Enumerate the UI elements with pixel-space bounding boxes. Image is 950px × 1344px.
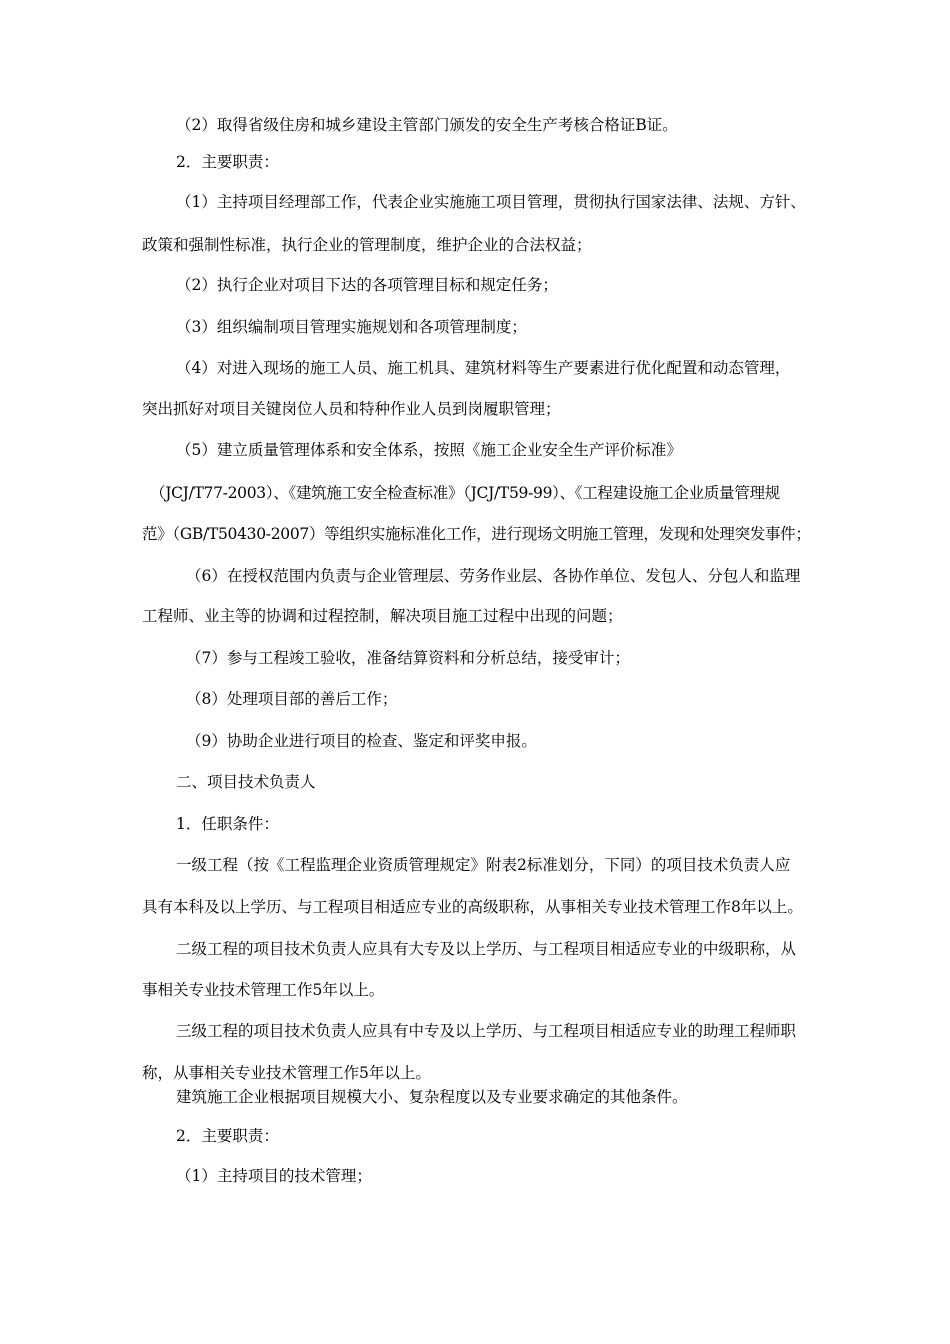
text-line: 称，从事相关专业技术管理工作5年以上。 bbox=[142, 1064, 431, 1082]
text-line: 范》（GB/T50430-2007）等组织实施标准化工作，进行现场文明施工管理，发现和处理突发事件； bbox=[142, 525, 811, 543]
text-line: 政策和强制性标准，执行企业的管理制度，维护企业的合法权益； bbox=[142, 236, 592, 254]
text-line: （2）取得省级住房和城乡建设主管部门颁发的安全生产考核合格证B证。 bbox=[176, 116, 678, 134]
text-line: （8）处理项目部的善后工作； bbox=[186, 690, 398, 708]
text-line: 建筑施工企业根据项目规模大小、复杂程度以及专业要求确定的其他条件。 bbox=[176, 1088, 688, 1106]
text-line: 事相关专业技术管理工作5年以上。 bbox=[142, 981, 385, 999]
text-line: 具有本科及以上学历、与工程项目相适应专业的高级职称，从事相关专业技术管理工作8年以上。 bbox=[142, 898, 803, 916]
text-line: （5）建立质量管理体系和安全体系，按照《施工企业安全生产评价标准》 bbox=[176, 441, 682, 459]
text-line: 工程师、业主等的协调和过程控制，解决项目施工过程中出现的问题； bbox=[142, 607, 623, 625]
text-line: （2）执行企业对项目下达的各项管理目标和规定任务； bbox=[176, 276, 558, 294]
text-line: （JCJ/T77-2003）、《建筑施工安全检查标准》（JCJ/T59-99）、《工程建设施工企业质量管理规 bbox=[150, 484, 780, 502]
text-line: 2．主要职责： bbox=[176, 1127, 279, 1145]
text-line: （3）组织编制项目管理实施规划和各项管理制度； bbox=[176, 318, 527, 336]
text-line: 一级工程（按《工程监理企业资质管理规定》附表2标准划分，下同）的项目技术负责人应 bbox=[176, 856, 791, 874]
text-line: 二级工程的项目技术负责人应具有大专及以上学历、与工程项目相适应专业的中级职称，从 bbox=[176, 940, 797, 958]
text-line: 三级工程的项目技术负责人应具有中专及以上学历、与工程项目相适应专业的助理工程师职 bbox=[176, 1022, 797, 1040]
text-line: （4）对进入现场的施工人员、施工机具、建筑材料等生产要素进行优化配置和动态管理， bbox=[176, 359, 791, 377]
text-line: （1）主持项目经理部工作，代表企业实施施工项目管理，贯彻执行国家法律、法规、方针、 bbox=[176, 193, 806, 211]
text-line: （7）参与工程竣工验收，准备结算资料和分析总结，接受审计； bbox=[186, 649, 630, 667]
text-line: 1．任职条件： bbox=[176, 815, 279, 833]
text-line: （1）主持项目的技术管理； bbox=[176, 1167, 372, 1185]
section-heading: 二、项目技术负责人 bbox=[176, 773, 316, 791]
text-line: 2．主要职责： bbox=[176, 153, 279, 171]
text-line: （9）协助企业进行项目的检查、鉴定和评奖申报。 bbox=[186, 732, 537, 750]
text-line: 突出抓好对项目关键岗位人员和特种作业人员到岗履职管理； bbox=[142, 400, 561, 418]
text-line: （6）在授权范围内负责与企业管理层、劳务作业层、各协作单位、发包人、分包人和监理 bbox=[186, 567, 801, 585]
